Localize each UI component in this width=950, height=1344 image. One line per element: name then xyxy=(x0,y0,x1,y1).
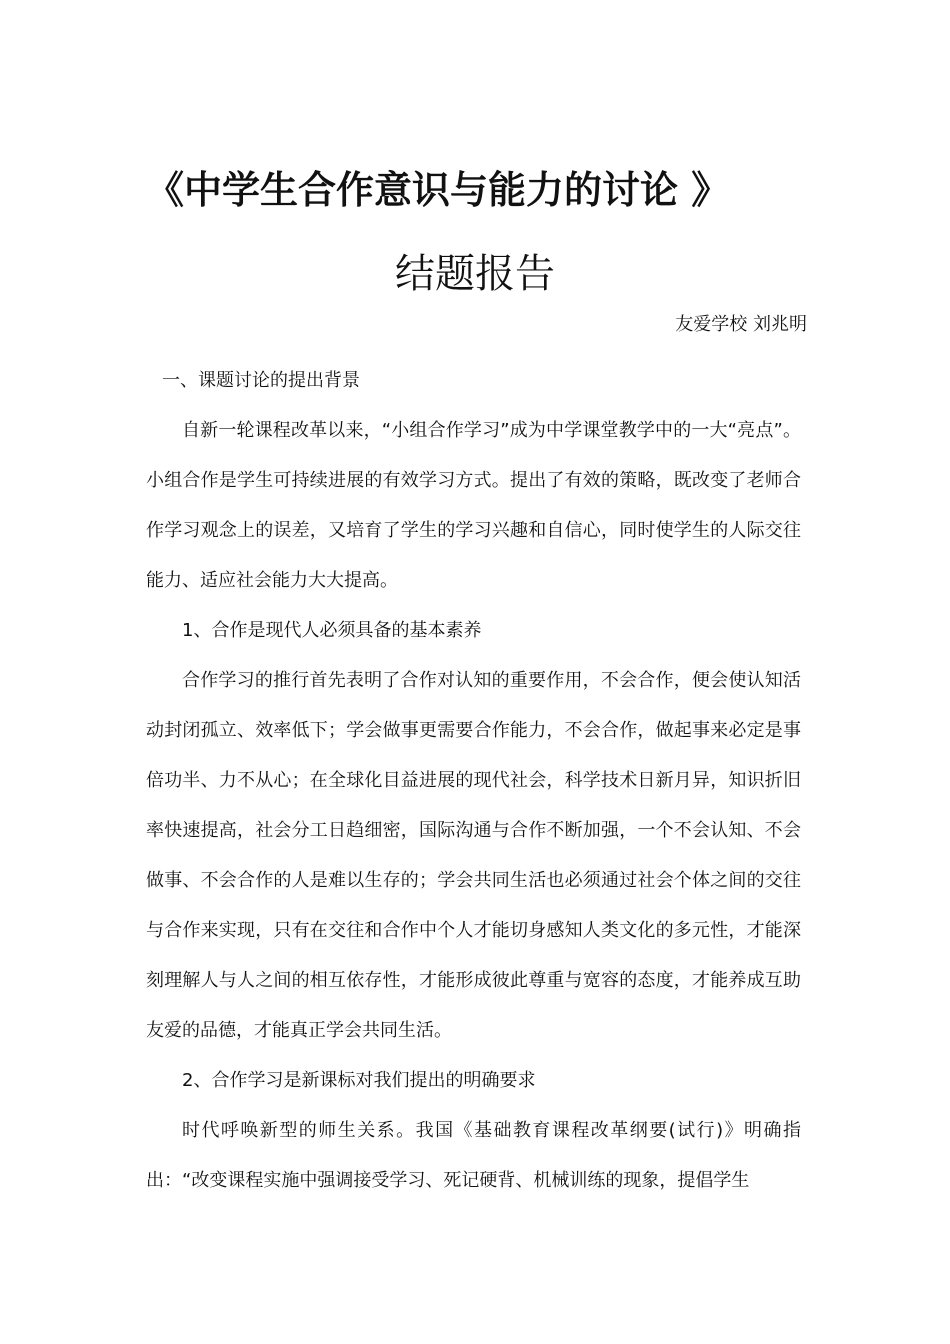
body-paragraph: 合作学习的推行首先表明了合作对认知的重要作用，不会合作，便会使认知活动封闭孤立、效率低下；学会做事更需要合作能力，不会合作，做起事来必定是事倍功半、力不从心；在全球化目益进展的现代社会，科学技术日新月异，知识折旧率快速提高，社会分工日趋细密，国际沟通与合作不断加强，一个不会认知、不会做事、不会合作的人是难以生存的；学会共同生活也必须通过社会个体之间的交往与合作来实现，只有在交往和合作中个人才能切身感知人类文化的多元性，才能深刻理解人与人之间的相互依存性，才能形成彼此尊重与宽容的态度，才能养成互助友爱的品德，才能真正学会共同生活。 xyxy=(146,670,801,1041)
document-subtitle: 结题报告 xyxy=(395,251,555,297)
document-body xyxy=(146,356,801,1206)
document-title: 《中学生合作意识与能力的讨论 》 xyxy=(146,168,730,212)
body-paragraph: 自新一轮课程改革以来，“小组合作学习”成为中学课堂教学中的一大“亮点”。小组合作是学生可持续进展的有效学习方式。提出了有效的策略，既改变了老师合作学习观念上的误差，又培育了学生的学习兴趣和自信心，同时使学生的人际交往能力、适应社会能力大大提高。 xyxy=(146,420,801,591)
author-line: 友爱学校 刘兆明 xyxy=(675,314,807,335)
section-subheading: 2、合作学习是新课标对我们提出的明确要求 xyxy=(182,1070,536,1091)
section-heading: 一、课题讨论的提出背景 xyxy=(162,370,360,391)
section-subheading: 1、合作是现代人必须具备的基本素养 xyxy=(182,620,482,641)
body-paragraph: 时代呼唤新型的师生关系。我国《基础教育课程改革纲要(试行)》明确指出：“改变课程实施中强调接受学习、死记硬背、机械训练的现象，提倡学生 xyxy=(146,1120,801,1191)
